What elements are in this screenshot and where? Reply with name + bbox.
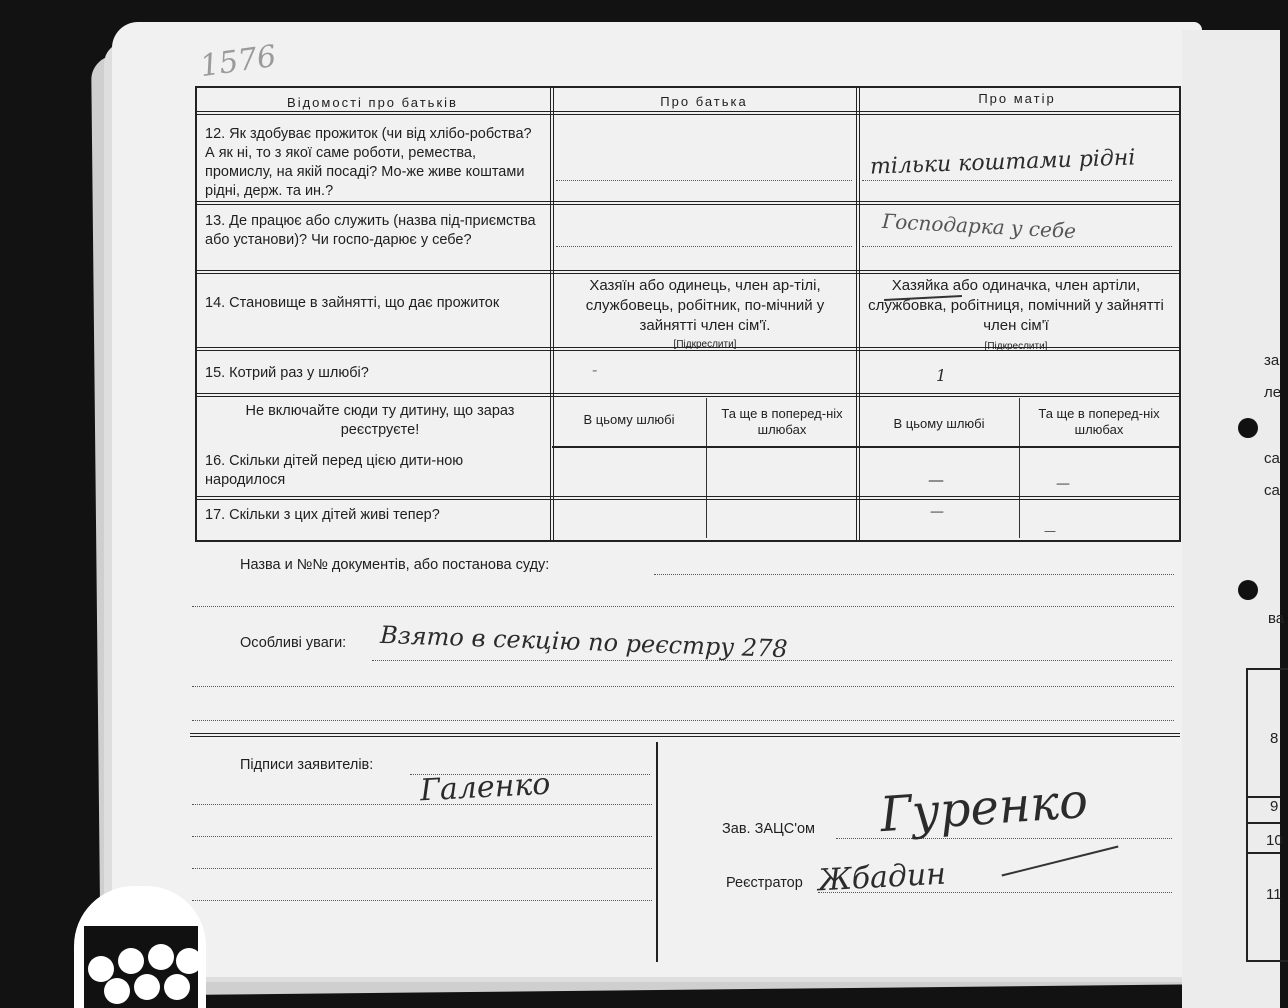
adjacent-table-line: [1246, 852, 1280, 854]
underline-hint: [Підкреслити]: [673, 339, 737, 350]
col-divider: [856, 86, 860, 540]
answer-line: [556, 180, 852, 181]
question-14: 14. Становище в зайнятті, що дає прожиток: [205, 295, 500, 311]
adjacent-text: ле: [1264, 384, 1282, 401]
signature-line-4: [192, 868, 652, 869]
remarks-label: Особливі уваги:: [240, 635, 347, 651]
registrar-label: Реєстратор: [726, 875, 803, 891]
logo-circle: [118, 948, 144, 974]
binding-hole: [1238, 418, 1258, 438]
row-divider: [195, 270, 1179, 274]
documents-line-2: [192, 606, 1174, 607]
header-mother: Про матір: [978, 91, 1056, 106]
binding-hole: [1238, 580, 1258, 600]
exclude-note: Не включайте сюди ту дитину, що зараз реєструєте!: [245, 403, 515, 438]
answer-line: [556, 246, 852, 247]
remarks-value: Взято в секцію по реєстру 278: [379, 620, 789, 664]
options-14-mother: Хазяйка або одиначка, член артіли, службовка, робітниця, помічний у зайнятті член сім'ї: [868, 277, 1164, 334]
remarks-line-2: [192, 686, 1174, 687]
answer-17-mother-this: —: [930, 504, 944, 520]
adjacent-text: ва: [1268, 610, 1285, 627]
adjacent-text: 8: [1270, 730, 1279, 747]
subheader-prev-marriages: Та ще в поперед-ніх шлюбах: [1038, 406, 1160, 437]
subheader-this-marriage: В цьому шлюбі: [583, 412, 675, 427]
header-father: Про батька: [660, 94, 748, 109]
row-divider: [195, 393, 1179, 397]
documents-label: Назва и №№ документів, або постанова суду:: [240, 557, 550, 573]
row-divider: [552, 446, 1179, 448]
answer-16-mother-prev: —: [1056, 476, 1070, 492]
registrar-signature: Жбадин: [817, 856, 947, 899]
answer-13-mother: Господарка у себе: [881, 208, 1077, 244]
underline-hint: [Підкреслити]: [984, 341, 1048, 352]
answer-16-mother-this: —: [928, 470, 944, 489]
signature-line-3: [192, 836, 652, 837]
answer-17-mother-prev: —: [1044, 524, 1056, 538]
documents-line: [654, 574, 1174, 575]
adjacent-table-line: [1246, 796, 1280, 798]
adjacent-text: за: [1264, 352, 1280, 369]
logo-circle: [104, 978, 130, 1004]
logo-circle: [164, 974, 190, 1000]
logo-circle: [134, 974, 160, 1000]
head-label: Зав. ЗАЦС'ом: [722, 821, 816, 837]
row-divider: [195, 496, 1179, 500]
question-12: 12. Як здобуває прожиток (чи від хлібо-робства? А як ні, то з якої саме роботи, ремества, промислу, на якій посаді? Мо-же живе коштами рідні, держ. та ин.?: [205, 126, 532, 199]
answer-15-father: -: [592, 360, 598, 379]
logo-circle: [88, 956, 114, 982]
adjacent-table: [1246, 668, 1288, 962]
subheader-this-marriage: В цьому шлюбі: [893, 416, 985, 431]
subcol-divider: [706, 398, 707, 538]
signature-line-2: [192, 804, 652, 805]
row-divider: [195, 201, 1179, 205]
archive-logo: [74, 886, 206, 1008]
adjacent-text: са: [1264, 450, 1280, 467]
subcol-divider: [1019, 398, 1020, 538]
question-13: 13. Де працює або служить (назва під-приємства або установи)? Чи госпо-дарює у себе?: [205, 213, 536, 248]
answer-12-mother: тільки коштами рідні: [869, 145, 1136, 180]
signature-divider: [656, 742, 658, 962]
answer-line: [862, 246, 1172, 247]
adjacent-text: 10: [1266, 832, 1283, 849]
answer-line: [862, 180, 1172, 181]
adjacent-table-line: [1246, 822, 1280, 824]
question-17: 17. Скільки з цих дітей живі тепер?: [205, 507, 440, 523]
applicant-signature: Галенко: [419, 766, 552, 809]
subheader-prev-marriages: Та ще в поперед-ніх шлюбах: [721, 406, 843, 437]
pencil-number: 1576: [197, 38, 279, 85]
col-divider: [550, 86, 554, 540]
head-signature: Гуренко: [878, 772, 1090, 844]
adjacent-text: 9: [1270, 798, 1279, 815]
logo-circle: [176, 948, 202, 974]
header-info: Відомості про батьків: [287, 95, 458, 110]
signature-line-5: [192, 900, 652, 901]
logo-circle: [148, 944, 174, 970]
question-16: 16. Скільки дітей перед цією дити-ною народилося: [205, 453, 464, 488]
options-14-father: Хазяїн або одинець, член ар-тілі, службовець, робітник, по-мічний у зайнятті член сім'ї.: [585, 277, 825, 334]
signatures-label: Підписи заявителів:: [240, 757, 374, 773]
answer-15-mother: 1: [936, 366, 947, 385]
adjacent-text: 11: [1266, 886, 1282, 903]
question-15: 15. Котрий раз у шлюбі?: [205, 365, 369, 381]
adjacent-text: са: [1264, 482, 1280, 499]
remarks-line-3: [192, 720, 1174, 721]
section-divider: [190, 733, 1180, 737]
